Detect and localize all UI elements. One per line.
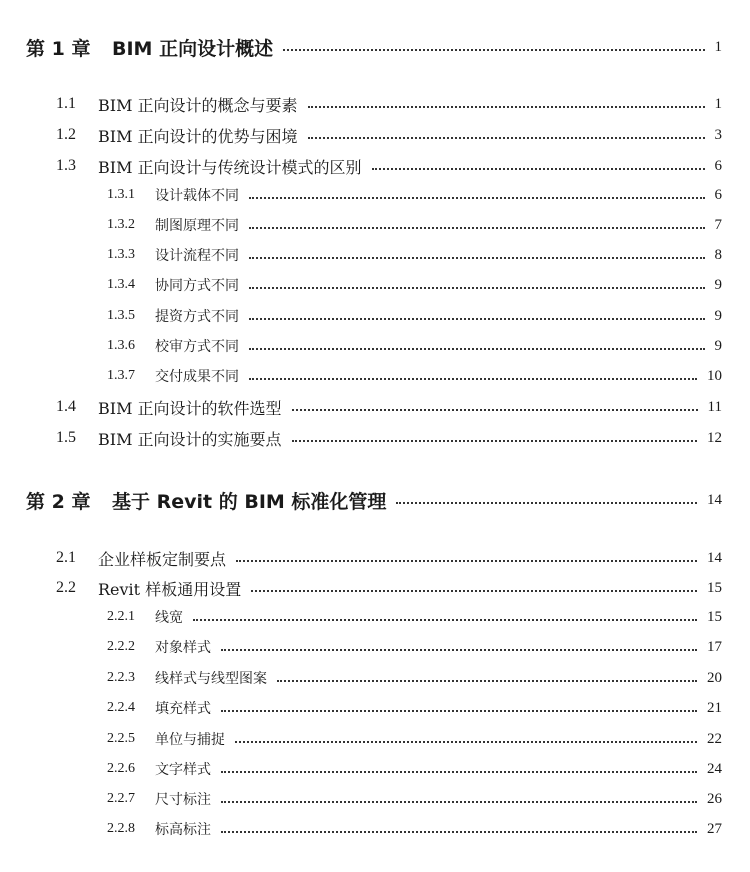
subsection-number: 1.3.7 [107, 368, 135, 383]
toc-subsection-1-3-2[interactable] [0, 214, 750, 236]
dot-leader [249, 197, 705, 199]
toc-subsection-2-2-1[interactable] [0, 606, 750, 628]
toc-subsection-2-2-5[interactable] [0, 728, 750, 750]
section-number: 2.2 [56, 579, 76, 596]
page-number: 24 [707, 760, 722, 777]
page-number: 17 [707, 638, 722, 655]
toc-subsection-2-2-2[interactable] [0, 636, 750, 658]
toc-subsection-1-3-6[interactable] [0, 335, 750, 357]
subsection-title: 填充样式 [155, 701, 211, 717]
page-number: 12 [707, 429, 722, 446]
subsection-number: 2.2.4 [107, 700, 135, 715]
dot-leader [221, 649, 697, 651]
toc-subsection-1-3-5[interactable] [0, 305, 750, 327]
section-title: BIM 正向设计的软件选型 [98, 398, 282, 418]
page-number: 1 [714, 38, 722, 55]
dot-leader [249, 348, 705, 350]
section-title: BIM 正向设计的概念与要素 [98, 95, 298, 115]
subsection-number: 1.3.5 [107, 308, 135, 323]
chapter-number: 第 1 章 [26, 37, 91, 60]
page-number: 7 [714, 216, 722, 233]
toc-subsection-2-2-7[interactable] [0, 788, 750, 810]
dot-leader [249, 257, 705, 259]
section-number: 1.3 [56, 157, 76, 174]
chapter-title: 基于 Revit 的 BIM 标准化管理 [112, 490, 387, 513]
section-number: 1.2 [56, 126, 76, 143]
dot-leader [249, 287, 705, 289]
dot-leader [249, 227, 705, 229]
subsection-title: 协同方式不同 [155, 278, 239, 294]
page-number: 15 [707, 579, 722, 596]
toc-section-1-1[interactable] [0, 92, 750, 116]
toc-subsection-2-2-3[interactable] [0, 667, 750, 689]
page-number: 14 [707, 491, 722, 508]
toc-section-1-5[interactable] [0, 426, 750, 450]
page-number: 21 [707, 699, 722, 716]
section-number: 1.1 [56, 95, 76, 112]
page-number: 27 [707, 820, 722, 837]
dot-leader [221, 710, 697, 712]
subsection-number: 1.3.6 [107, 338, 135, 353]
toc-chapter-1[interactable] [0, 34, 750, 60]
dot-leader [221, 771, 697, 773]
page-number: 1 [714, 95, 722, 112]
subsection-title: 文字样式 [155, 762, 211, 778]
toc-subsection-1-3-4[interactable] [0, 274, 750, 296]
section-number: 1.4 [56, 398, 76, 415]
subsection-title: 单位与捕捉 [155, 732, 225, 748]
section-number: 2.1 [56, 549, 76, 566]
subsection-title: 线样式与线型图案 [155, 671, 267, 687]
subsection-number: 1.3.2 [107, 217, 135, 232]
page-number: 8 [714, 246, 722, 263]
page-number: 9 [714, 307, 722, 324]
subsection-number: 1.3.4 [107, 277, 135, 292]
dot-leader [236, 560, 697, 562]
dot-leader [292, 409, 698, 411]
page-number: 10 [707, 367, 722, 384]
toc-subsection-2-2-4[interactable] [0, 697, 750, 719]
dot-leader [292, 440, 697, 442]
dot-leader [283, 49, 704, 51]
chapter-title: BIM 正向设计概述 [112, 37, 274, 60]
page-number: 3 [714, 126, 722, 143]
page-number: 20 [707, 669, 722, 686]
page-number: 9 [714, 337, 722, 354]
dot-leader [221, 831, 697, 833]
page-number: 14 [707, 549, 722, 566]
subsection-title: 对象样式 [155, 640, 211, 656]
dot-leader [308, 106, 705, 108]
subsection-number: 2.2.5 [107, 731, 135, 746]
subsection-title: 线宽 [155, 610, 183, 626]
dot-leader [308, 137, 705, 139]
subsection-number: 2.2.7 [107, 791, 135, 806]
toc-subsection-2-2-8[interactable] [0, 818, 750, 840]
subsection-title: 提资方式不同 [155, 309, 239, 325]
toc-chapter-2[interactable] [0, 487, 750, 513]
page-number: 9 [714, 276, 722, 293]
section-title: BIM 正向设计的实施要点 [98, 429, 282, 449]
subsection-number: 2.2.6 [107, 761, 135, 776]
page-number: 22 [707, 730, 722, 747]
section-title: Revit 样板通用设置 [98, 579, 242, 599]
subsection-title: 设计流程不同 [155, 248, 239, 264]
dot-leader [277, 680, 697, 682]
section-title: 企业样板定制要点 [98, 549, 227, 569]
dot-leader [249, 378, 697, 380]
dot-leader [372, 168, 705, 170]
subsection-number: 2.2.3 [107, 670, 135, 685]
dot-leader [193, 619, 697, 621]
subsection-title: 尺寸标注 [155, 792, 211, 808]
subsection-number: 2.2.2 [107, 639, 135, 654]
dot-leader [235, 741, 697, 743]
subsection-title: 设计载体不同 [155, 188, 239, 204]
section-number: 1.5 [56, 429, 76, 446]
section-title: BIM 正向设计的优势与困境 [98, 126, 298, 146]
subsection-title: 交付成果不同 [155, 369, 239, 385]
toc-subsection-1-3-7[interactable] [0, 365, 750, 387]
toc-section-1-2[interactable] [0, 123, 750, 147]
subsection-number: 2.2.1 [107, 609, 135, 624]
page-number: 11 [707, 398, 722, 415]
subsection-title: 校审方式不同 [155, 339, 239, 355]
toc-subsection-2-2-6[interactable] [0, 758, 750, 780]
dot-leader [251, 590, 697, 592]
toc-subsection-1-3-3[interactable] [0, 244, 750, 266]
page-number: 6 [714, 157, 722, 174]
subsection-number: 1.3.1 [107, 187, 135, 202]
toc-subsection-1-3-1[interactable] [0, 184, 750, 206]
toc-section-2-2[interactable] [0, 576, 750, 600]
dot-leader [249, 318, 705, 320]
chapter-number: 第 2 章 [26, 490, 91, 513]
dot-leader [221, 801, 697, 803]
section-title: BIM 正向设计与传统设计模式的区别 [98, 157, 362, 177]
subsection-number: 1.3.3 [107, 247, 135, 262]
dot-leader [396, 502, 697, 504]
toc-section-1-3[interactable] [0, 154, 750, 178]
subsection-title: 制图原理不同 [155, 218, 239, 234]
page-number: 15 [707, 608, 722, 625]
page-number: 26 [707, 790, 722, 807]
toc-section-1-4[interactable] [0, 395, 750, 419]
subsection-title: 标高标注 [155, 822, 211, 838]
toc-section-2-1[interactable] [0, 546, 750, 570]
page-number: 6 [714, 186, 722, 203]
subsection-number: 2.2.8 [107, 821, 135, 836]
